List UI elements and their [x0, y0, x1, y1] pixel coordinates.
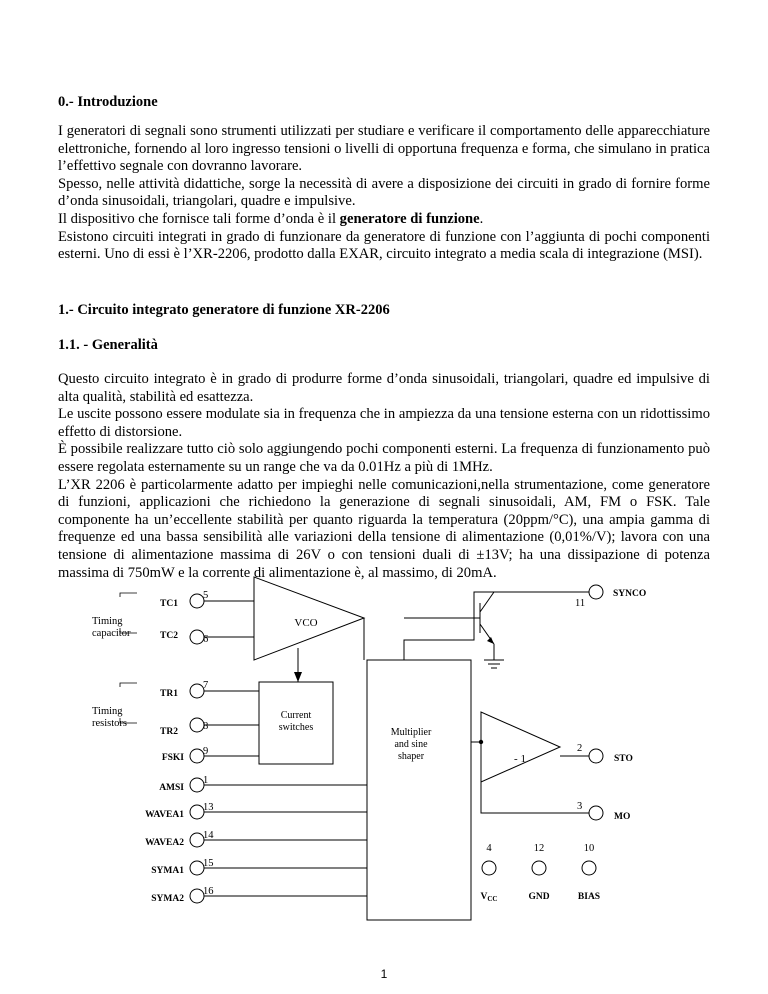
general-line-2: Le uscite possono essere modulate sia in frequenza che in ampiezza da una tensione esterna con un ridottissimo effetto di distorsione.: [58, 406, 710, 440]
pin-syma1-name: SYMA1: [151, 866, 184, 876]
pin-tr2-number: 8: [203, 721, 209, 732]
pin-syma1-number: 15: [203, 858, 214, 869]
pin-tc2-number: 6: [203, 634, 209, 645]
pin-tr2-name: TR2: [160, 727, 178, 737]
pin-mo-name: MO: [614, 812, 631, 822]
pin-bias-number: 10: [583, 843, 595, 854]
pin-fski-name: FSKI: [161, 753, 184, 763]
multiplier-label: Multiplier and sine shaper: [390, 727, 432, 762]
pin-gnd-name: GND: [528, 892, 550, 902]
pin-tr1-name: TR1: [160, 689, 178, 699]
pin-vcc-name: $V_{CC}$: [480, 892, 498, 903]
general-line-3: È possibile realizzare tutto ciò solo aggiungendo pochi componenti esterni. La frequenza di funzionamento può essere regolata esternamente su un range che va da 0.01Hz a più di 1MHz.: [58, 441, 710, 475]
general-line-1: Questo circuito integrato è in grado di produrre forme d’onda sinusoidali, triangolari, quadre ed impulsive di alta qualità, stabilità ed esattezza.: [58, 371, 710, 405]
pin-mo-number: 3: [577, 801, 583, 812]
pin-wavea2-name: WAVEA2: [145, 838, 184, 848]
pin-synco-number: 11: [575, 598, 586, 609]
vco-label: VCO: [294, 617, 318, 629]
pin-gnd-number: 12: [533, 843, 545, 854]
pin-tc1-name: TC1: [160, 599, 178, 609]
intro-line-2: Spesso, nelle attività didattiche, sorge la necessità di avere a disposizione dei circuiti in grado di fornire forme d’onda sinusoidali, triangolari, quadre e impulsive.: [58, 175, 710, 210]
pin-syma2-name: SYMA2: [151, 894, 184, 904]
pin-syma2-number: 16: [203, 886, 214, 897]
multiplier-block: [367, 660, 471, 920]
bold-term: generatore di funzione: [339, 210, 480, 227]
pin-amsi-number: 1: [203, 775, 209, 786]
pin-wavea2-number: 14: [203, 830, 214, 841]
section-heading-introduzione: 0.- Introduzione: [58, 94, 158, 110]
pin-tc1-number: 5: [203, 590, 209, 601]
pin-sto-name: STO: [614, 754, 633, 764]
page-number: 1: [380, 967, 388, 981]
pin-tr1-number: 7: [203, 680, 209, 691]
intro-line-3: Il dispositivo che fornisce tali forme d’onda è il generatore di funzione.: [58, 210, 484, 227]
section-heading-circuito: 1.- Circuito integrato generatore di funzione XR-2206: [58, 302, 390, 318]
pin-bias-name: BIAS: [577, 892, 601, 902]
current-switches-label: Current switches: [278, 710, 314, 733]
pin-vcc-number: 4: [486, 843, 492, 854]
pin-fski-number: 9: [203, 746, 209, 757]
pin-sto-number: 2: [577, 743, 583, 754]
buffer-block: [481, 712, 560, 782]
intro-line-4: Esistono circuiti integrati in grado di funzionare da generatore di funzione con l’aggiunta di pochi componenti esterni. Uno di essi è l’XR-2206, prodotto dalla EXAR, circuito integrato a media scala di integrazione (MSI).: [58, 228, 710, 263]
pin-tc2-name: TC2: [160, 631, 178, 641]
timing-capacitor-label: Timing capacitor: [92, 616, 131, 639]
timing-resistors-label: Timing resistors: [92, 706, 127, 729]
pin-wavea1-number: 13: [203, 802, 214, 813]
buffer-label: - 1: [514, 753, 526, 765]
pin-synco-name: SYNCO: [613, 589, 647, 599]
pin-wavea1-name: WAVEA1: [145, 810, 184, 820]
pin-amsi-name: AMSI: [159, 783, 184, 793]
subsection-heading-generalita: 1.1. - Generalità: [58, 337, 158, 353]
intro-line-1: I generatori di segnali sono strumenti utilizzati per studiare e verificare il comportamento delle apparecchiature elettroniche, fornendo al loro ingresso tensioni o livelli di opportuna frequenza e forma, che simulano in pratica l’effettivo segnale con dovranno lavorare.: [58, 123, 710, 175]
general-line-4: L’XR 2206 è particolarmente adatto per impieghi nelle comunicazioni,nella strumentazione, come generatore di funzioni, applicazioni che richiedono la generazione di segnali sinusoidali, AM, FM o FSK. Tale componente ha un’eccellente stabilità per quanto riguarda la temperatura (20ppm/°C), una ampia gamma di frequenze ed una bassa sensibilità alle variazioni della tensione di alimentazione (0,01%/V); lavora con una tensione di alimentazione massima di 26V o con tensioni duali di ±13V; ha una dissipazione di potenza massima di 750mW e la corrente di alimentazione è, al massimo, di 20mA.: [58, 476, 710, 581]
